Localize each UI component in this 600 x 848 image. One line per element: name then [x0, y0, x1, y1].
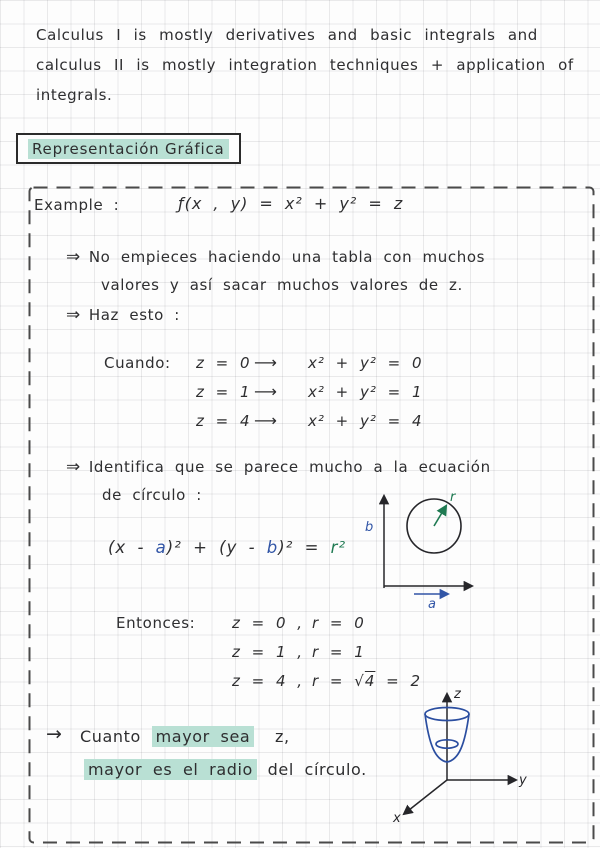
circle-diagram — [356, 486, 482, 610]
x-axis-3d — [404, 780, 447, 814]
double-arrow-icon: ⇒ — [66, 305, 81, 325]
intro-line: calculus II is mostly integration techniques + application of — [36, 56, 574, 74]
case-equation: x² + y² = 4 — [308, 412, 423, 430]
conclusion-line-2 — [84, 760, 367, 779]
r-value-post: = 2 — [375, 672, 422, 690]
z-axis-label: z — [454, 687, 461, 702]
circle-eq-r: r² — [330, 538, 347, 557]
bullet3-line2: de círculo : — [102, 486, 202, 504]
circle-eq-b: b — [266, 538, 279, 557]
highlighted-text: mayor sea — [152, 726, 255, 747]
bullet2-row — [66, 305, 180, 325]
y-axis-label: y — [519, 773, 527, 788]
long-arrow-icon: ⟶ — [254, 382, 277, 401]
intro-paragraph — [36, 20, 574, 110]
long-arrow-icon: ⟶ — [254, 353, 277, 372]
circle-equation — [108, 538, 346, 557]
conclusion-text: z, — [264, 727, 290, 746]
conclusion-line-1 — [80, 727, 290, 746]
case-equation: x² + y² = 0 — [308, 354, 423, 372]
radius-arrow — [434, 506, 446, 526]
conclusion-arrow-icon: → — [46, 723, 62, 745]
highlighted-text: mayor es el radio — [84, 759, 257, 780]
circle-eq-part: )² = — [278, 538, 331, 557]
radius-label: r — [450, 490, 456, 505]
long-arrow-icon: ⟶ — [254, 411, 277, 430]
r-value-pre: r = √ — [312, 672, 365, 690]
section-title: Representación Gráfica — [28, 139, 229, 159]
circle-eq-part: (x - — [108, 538, 156, 557]
bullet3-line1-row — [66, 457, 491, 477]
circle-eq-a: a — [155, 538, 167, 557]
double-arrow-icon: ⇒ — [66, 247, 81, 267]
conclusion-text: del círculo. — [256, 760, 367, 779]
intro-line: integrals. — [36, 86, 113, 104]
bullet1-line1-row — [66, 247, 485, 267]
cuando-label: Cuando: — [104, 354, 171, 372]
section-title-box — [16, 133, 241, 164]
bullet2-text: Haz esto : — [88, 306, 180, 324]
entonces-label: Entonces: — [116, 614, 196, 632]
bullet1-line1: No empieces haciendo una tabla con muchos — [88, 248, 486, 266]
z-value: z = 0 — [196, 354, 251, 372]
r-value: r = 0 — [312, 614, 365, 632]
bullet3-line1: Identifica que se parece mucho a la ecuación — [88, 458, 491, 476]
r-value: r = 1 — [312, 643, 365, 661]
z-value: z = 4 — [196, 412, 251, 430]
entonces-row — [232, 614, 365, 632]
example-label: Example : — [34, 196, 120, 214]
cuando-row — [196, 411, 423, 440]
cuando-row — [196, 382, 423, 411]
conclusion-text: Cuanto — [80, 727, 152, 746]
x-axis-label: x — [393, 811, 401, 826]
entonces-row — [232, 643, 365, 661]
bullet1-line2: valores y así sacar muchos valores de z. — [101, 276, 463, 294]
double-arrow-icon: ⇒ — [66, 457, 81, 477]
cuando-row — [196, 353, 423, 382]
z-value: z = 1 — [196, 383, 251, 401]
z-value: z = 4 , — [232, 672, 304, 690]
a-label: a — [428, 597, 436, 610]
cuando-cases — [196, 353, 423, 440]
z-value: z = 1 , — [232, 643, 304, 661]
z-value: z = 0 , — [232, 614, 304, 632]
case-equation: x² + y² = 1 — [308, 383, 423, 401]
example-formula: ƒ(x , y) = x² + y² = z — [178, 194, 404, 213]
r-value-radicand: 4 — [364, 672, 376, 690]
paraboloid-sketch — [372, 680, 530, 828]
intro-line: Calculus I is mostly derivatives and basic integrals and — [36, 26, 538, 44]
circle-eq-part: )² + (y - — [166, 538, 267, 557]
b-label: b — [365, 520, 374, 535]
